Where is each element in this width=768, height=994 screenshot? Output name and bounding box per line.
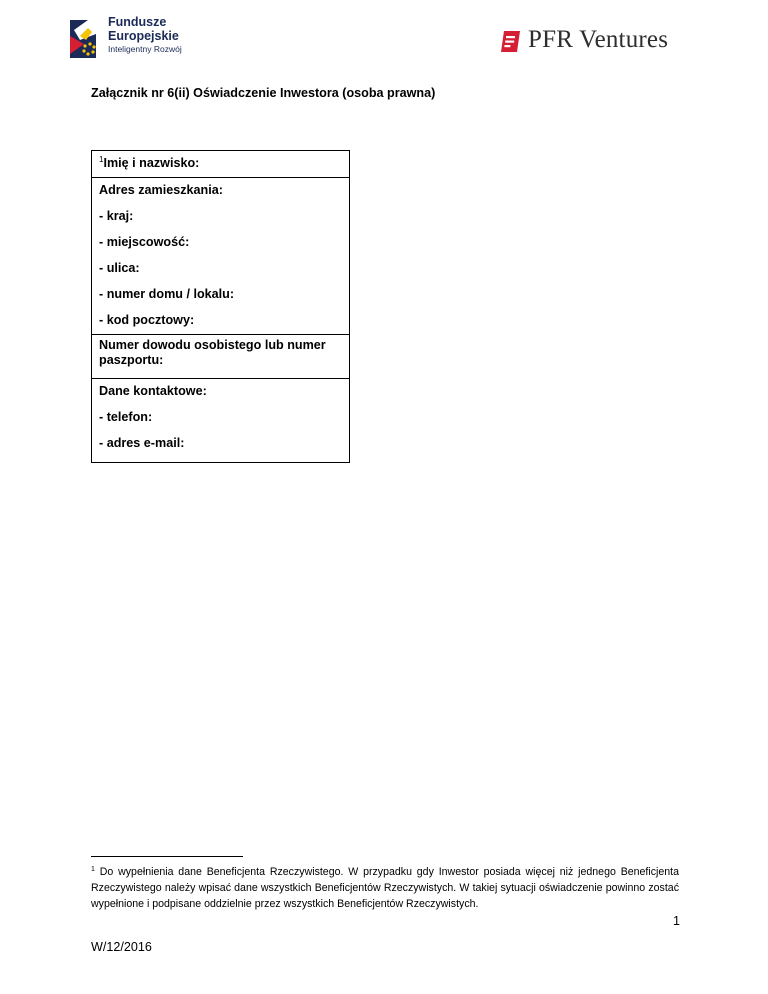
fe-logo-line2: Europejskie xyxy=(108,29,179,43)
email-label: - adres e-mail: xyxy=(99,436,185,450)
fe-logo-line3: Inteligentny Rozwój xyxy=(108,44,182,54)
footnote-text: Do wypełnienia dane Beneficjenta Rzeczywistego. W przypadku gdy Inwestor posiada więcej niż jednego Beneficjenta Rzeczywistego należy wpisać dane wszystkich Beneficjentów Rzeczywistych. W takiej sytuacji oświadczenie powinno zostać wypełnione i podpisane oddzielnie przez wszystkich Beneficjentów Rzeczywistych. xyxy=(91,866,679,910)
footnote-separator xyxy=(91,856,243,857)
fe-logo-line1: Fundusze xyxy=(108,15,167,29)
pfr-logo-text: PFR Ventures xyxy=(528,26,669,53)
eu-funds-star-icon xyxy=(66,14,106,58)
pfr-ventures-logo xyxy=(501,28,701,56)
city-label: - miejscowość: xyxy=(99,235,190,249)
address-heading: Adres zamieszkania: xyxy=(99,183,223,197)
footnote-mark: 1 xyxy=(91,866,95,873)
name-section xyxy=(92,151,349,178)
page-number: 1 xyxy=(672,914,680,928)
address-section xyxy=(92,178,349,335)
footnote-ref: 1 xyxy=(99,155,104,164)
footnote xyxy=(91,864,679,912)
street-label: - ulica: xyxy=(99,261,140,275)
house-number-label: - numer domu / lokalu: xyxy=(99,287,235,301)
id-document-section xyxy=(92,335,349,379)
contact-section xyxy=(92,379,349,462)
name-label: Imię i nazwisko: xyxy=(103,156,200,170)
name-field-row xyxy=(99,156,343,171)
document-title: Załącznik nr 6(ii) Oświadczenie Inwestora (osoba prawna) xyxy=(91,86,436,100)
phone-label: - telefon: xyxy=(99,410,153,424)
contact-heading: Dane kontaktowe: xyxy=(99,384,207,398)
id-document-label: Numer dowodu osobistego lub numer paszportu: xyxy=(99,338,326,367)
pfr-flag-icon xyxy=(501,31,520,52)
investor-form-table xyxy=(91,150,350,463)
country-label: - kraj: xyxy=(99,209,134,223)
fundusze-europejskie-logo xyxy=(66,14,206,58)
document-code: W/12/2016 xyxy=(91,940,152,954)
postal-code-label: - kod pocztowy: xyxy=(99,313,195,327)
